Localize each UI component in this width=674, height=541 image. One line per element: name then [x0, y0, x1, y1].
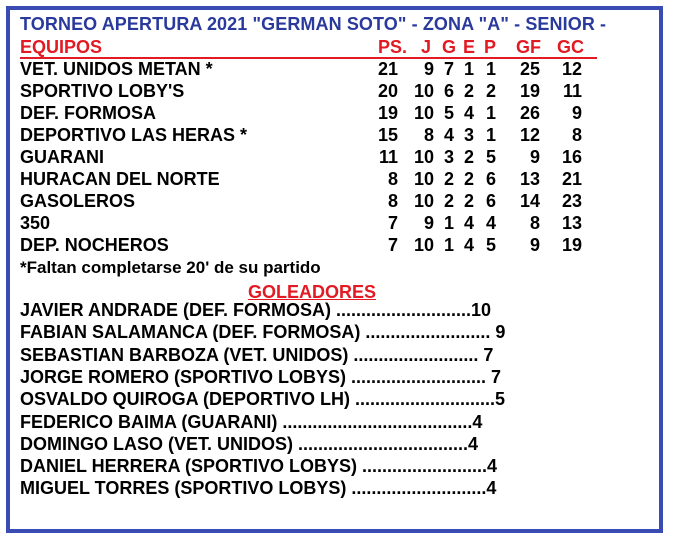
scorer-item: OSVALDO QUIROGA (DEPORTIVO LH) ............................5	[20, 389, 506, 410]
cell-j: 10	[413, 191, 434, 211]
cell-team: DEF. FORMOSA	[20, 103, 157, 123]
header-gf: GF	[516, 37, 541, 57]
cell-e: 4	[463, 235, 474, 255]
table-row	[0, 169, 674, 191]
cell-gc: 21	[561, 169, 582, 189]
cell-e: 2	[463, 169, 474, 189]
cell-ps: 8	[387, 191, 398, 211]
page-title: TORNEO APERTURA 2021 "GERMAN SOTO" - ZONA "A" - SENIOR -	[20, 14, 607, 34]
cell-team: 350	[20, 213, 51, 233]
cell-g: 2	[443, 191, 454, 211]
cell-gc: 16	[561, 147, 582, 167]
cell-e: 2	[463, 191, 474, 211]
cell-ps: 21	[377, 59, 398, 79]
cell-gc: 23	[561, 191, 582, 211]
table-row	[0, 103, 674, 125]
cell-p: 6	[485, 169, 496, 189]
scorer-item: FEDERICO BAIMA (GUARANI) ......................................4	[20, 411, 483, 432]
header-ps: PS.	[378, 37, 408, 57]
header-gc: GC	[557, 37, 584, 57]
table-row	[0, 125, 674, 147]
cell-gf: 13	[519, 169, 540, 189]
scorer-item: SEBASTIAN BARBOZA (VET. UNIDOS) ......................... 7	[20, 344, 494, 365]
table-row	[0, 147, 674, 169]
cell-ps: 7	[387, 213, 398, 233]
cell-j: 9	[423, 59, 434, 79]
scorer-item: FABIAN SALAMANCA (DEF. FORMOSA) ......................... 9	[20, 322, 506, 343]
cell-ps: 8	[387, 169, 398, 189]
cell-j: 10	[413, 147, 434, 167]
cell-p: 2	[485, 81, 496, 101]
table-row	[0, 191, 674, 213]
cell-gf: 8	[529, 213, 540, 233]
cell-ps: 20	[377, 81, 398, 101]
cell-g: 3	[443, 147, 454, 167]
cell-e: 2	[463, 147, 474, 167]
cell-team: HURACAN DEL NORTE	[20, 169, 220, 189]
cell-p: 5	[485, 147, 496, 167]
cell-gf: 9	[529, 235, 540, 255]
cell-j: 9	[423, 213, 434, 233]
scorers-title: GOLEADORES	[248, 282, 377, 302]
table-row	[0, 59, 674, 81]
cell-ps: 15	[377, 125, 398, 145]
header-j: J	[421, 37, 432, 57]
cell-p: 5	[485, 235, 496, 255]
cell-gc: 11	[562, 81, 582, 101]
cell-p: 1	[485, 103, 496, 123]
cell-team: DEP. NOCHEROS	[20, 235, 169, 255]
cell-j: 10	[413, 81, 434, 101]
cell-team: DEPORTIVO LAS HERAS *	[20, 125, 248, 145]
cell-team: SPORTIVO LOBY'S	[20, 81, 185, 101]
cell-g: 4	[443, 125, 454, 145]
scorer-item: DANIEL HERRERA (SPORTIVO LOBYS) .........................4	[20, 456, 498, 477]
cell-j: 10	[413, 235, 434, 255]
cell-j: 8	[423, 125, 434, 145]
cell-gc: 8	[571, 125, 582, 145]
cell-p: 1	[485, 59, 496, 79]
scorer-item: JORGE ROMERO (SPORTIVO LOBYS) ........................... 7	[20, 366, 502, 387]
table-row	[0, 81, 674, 103]
cell-gf: 19	[519, 81, 540, 101]
header-p: P	[484, 37, 497, 57]
cell-gc: 13	[561, 213, 582, 233]
cell-ps: 7	[387, 235, 398, 255]
scorer-item: JAVIER ANDRADE (DEF. FORMOSA) ...........................10	[20, 300, 492, 320]
cell-p: 1	[485, 125, 496, 145]
cell-p: 6	[485, 191, 496, 211]
header-e: E	[463, 37, 476, 57]
cell-j: 10	[413, 103, 434, 123]
cell-g: 7	[443, 59, 454, 79]
header-g: G	[442, 37, 457, 57]
cell-gc: 19	[561, 235, 582, 255]
cell-ps: 19	[377, 103, 398, 123]
cell-team: GASOLEROS	[20, 191, 136, 211]
cell-g: 2	[443, 169, 454, 189]
cell-gf: 14	[519, 191, 540, 211]
cell-g: 1	[443, 213, 454, 233]
cell-j: 10	[413, 169, 434, 189]
cell-gf: 9	[529, 147, 540, 167]
cell-gc: 12	[561, 59, 582, 79]
cell-p: 4	[485, 213, 496, 233]
footnote: *Faltan completarse 20' de su partido	[20, 258, 321, 277]
cell-g: 5	[443, 103, 454, 123]
header-team: EQUIPOS	[20, 37, 103, 57]
cell-gf: 25	[519, 59, 540, 79]
cell-e: 4	[463, 103, 474, 123]
cell-team: VET. UNIDOS METAN *	[20, 59, 213, 79]
scorer-item: DOMINGO LASO (VET. UNIDOS) ..................................4	[20, 433, 479, 454]
cell-g: 1	[443, 235, 454, 255]
cell-gf: 26	[519, 103, 540, 123]
cell-g: 6	[443, 81, 454, 101]
cell-team: GUARANI	[20, 147, 104, 167]
table-row	[0, 213, 674, 235]
cell-gc: 9	[571, 103, 582, 123]
cell-ps: 11	[378, 147, 398, 167]
table-row	[0, 235, 674, 257]
cell-e: 2	[463, 81, 474, 101]
cell-gf: 12	[519, 125, 540, 145]
cell-e: 1	[463, 59, 474, 79]
cell-e: 4	[463, 213, 474, 233]
scorer-item: MIGUEL TORRES (SPORTIVO LOBYS) ...........................4	[20, 478, 497, 499]
cell-e: 3	[463, 125, 474, 145]
